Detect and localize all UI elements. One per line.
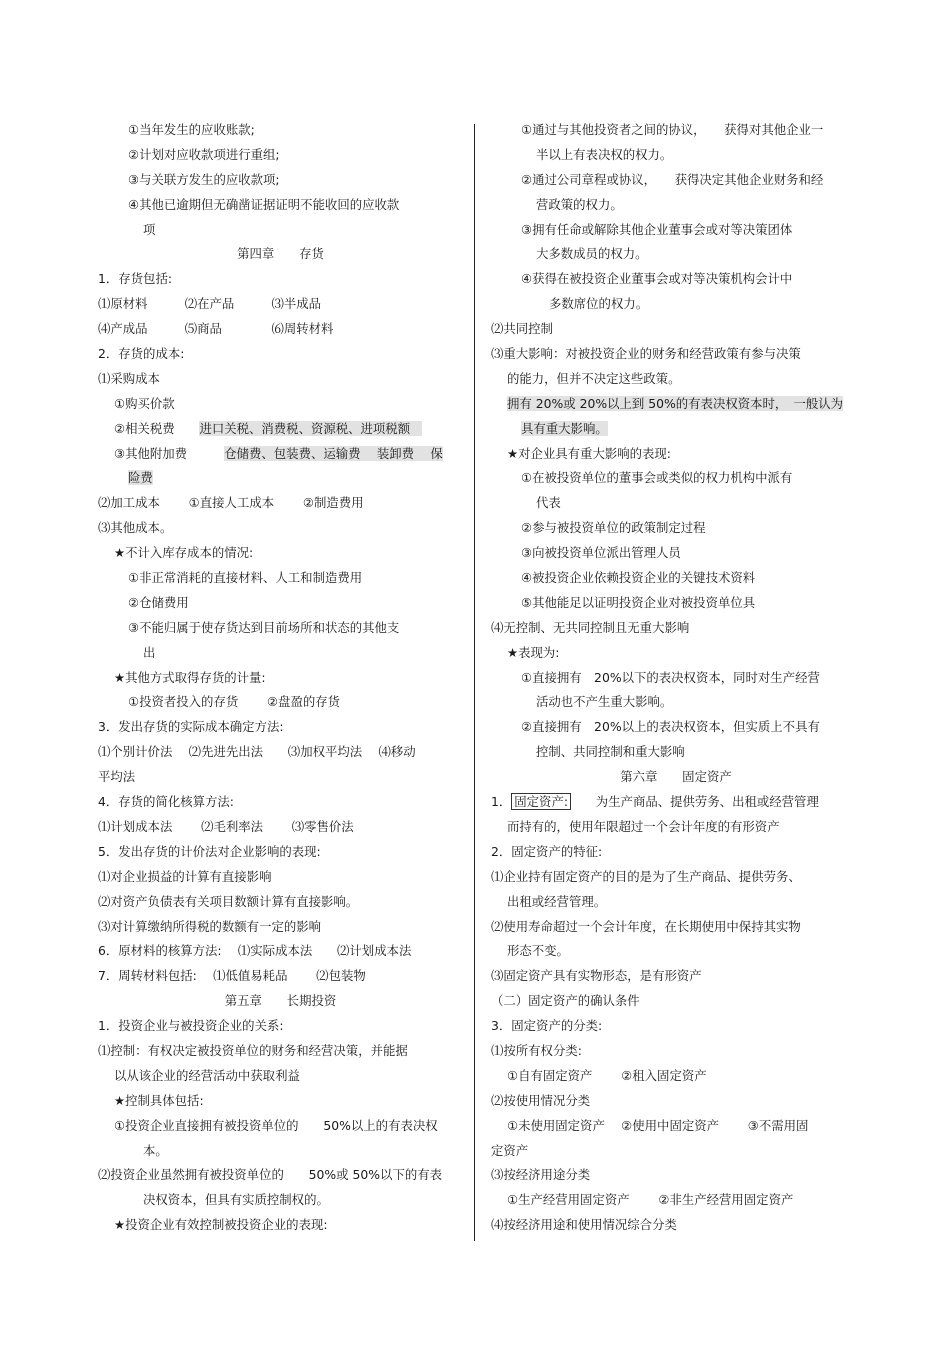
text-line — [491, 790, 861, 815]
text-line — [98, 915, 463, 940]
line-text: ①投资者投入的存货 ②盘盈的存货 — [128, 694, 341, 710]
line-text: ③与关联方发生的应收款项; — [128, 171, 280, 187]
line-text: 定资产 — [491, 1142, 529, 1158]
line-text: 出租或经营管理。 — [507, 893, 607, 909]
text-line — [491, 815, 861, 840]
text-line — [98, 168, 463, 193]
text-line — [98, 143, 463, 168]
line-text: 形态不变。 — [507, 943, 569, 959]
text-line — [98, 516, 463, 541]
line-text: ①自有固定资产 ②租入固定资产 — [507, 1067, 707, 1083]
text-line — [491, 740, 861, 765]
text-line — [98, 890, 463, 915]
text-line — [491, 218, 861, 243]
line-text: 第四章 存货 — [237, 246, 324, 262]
line-text: ⑶固定资产具有实物形态，是有形资产 — [491, 968, 702, 984]
text-line — [491, 1188, 861, 1213]
highlighted-text: 具有重大影响。 — [521, 420, 608, 436]
line-text: ①当年发生的应收账款; — [128, 122, 255, 137]
line-text: 以从该企业的经营活动中获取利益 — [114, 1067, 300, 1083]
text-line — [98, 491, 463, 516]
line-text: ④被投资企业依赖投资企业的关键技术资料 — [521, 570, 756, 586]
highlighted-text: 险费 — [128, 470, 153, 486]
highlighted-text: 仓储费、包装费、运输费 装卸费 保 — [224, 445, 443, 461]
line-text: ★对企业具有重大影响的表现: — [507, 445, 671, 461]
text-line — [98, 690, 463, 715]
highlighted-text: 进口关税、消费税、资源税、进项税额 — [199, 420, 423, 436]
line-text: ①通过与其他投资者之间的协议， 获得对其他企业一 — [521, 122, 824, 137]
line-text: ④获得在被投资企业董事会或对等决策机构会计中 — [521, 271, 793, 287]
line-text: ②相关税费 — [114, 420, 200, 436]
text-line — [98, 666, 463, 691]
line-text: 控制、共同控制和重大影响 — [536, 744, 685, 760]
text-line — [98, 765, 463, 790]
text-line — [98, 218, 463, 243]
line-text: ⑴计划成本法 ⑵毛利率法 ⑶零售价法 — [98, 818, 354, 834]
line-text: ③向被投资单位派出管理人员 — [521, 545, 681, 561]
line-text: 大多数成员的权力。 — [536, 246, 648, 262]
line-text: ①未使用固定资产 ②使用中固定资产 ③不需用固 — [507, 1117, 809, 1133]
text-line — [98, 292, 463, 317]
line-text: 1．投资企业与被投资企业的关系: — [98, 1018, 284, 1034]
line-text: 本。 — [143, 1142, 168, 1158]
text-line — [491, 566, 861, 591]
text-line — [98, 317, 463, 342]
line-text: 5．发出存货的计价法对企业影响的表现: — [98, 843, 321, 859]
line-text: ⑴按所有权分类: — [491, 1042, 582, 1058]
text-line — [98, 641, 463, 666]
line-text: 2．固定资产的特征: — [491, 843, 603, 859]
text-line — [491, 591, 861, 616]
text-line — [491, 1014, 861, 1039]
text-line — [98, 616, 463, 641]
highlighted-text: 拥有 20%或 20%以上到 50%的有表决权资本时， 一般认为 — [507, 395, 844, 411]
line-text: ⑴采购成本 — [98, 370, 160, 386]
text-line — [98, 466, 463, 491]
text-line — [98, 715, 463, 740]
line-text: ⑴企业持有固定资产的目的是为了生产商品、提供劳务、 — [491, 868, 801, 884]
line-text: 1．存货包括: — [98, 271, 173, 287]
line-text: ⑴控制：有权决定被投资单位的财务和经营决策，并能据 — [98, 1042, 408, 1058]
line-text: ⑷按经济用途和使用情况综合分类 — [491, 1217, 677, 1233]
text-line — [491, 367, 861, 392]
line-text: 而持有的，使用年限超过一个会计年度的有形资产 — [507, 818, 780, 834]
line-text: 1． — [491, 794, 512, 810]
line-text: ⑶按经济用途分类 — [491, 1167, 591, 1183]
text-line — [491, 616, 861, 641]
line-text: ⑵对资产负债表有关项目数额计算有直接影响。 — [98, 893, 359, 909]
text-line — [491, 1213, 861, 1238]
text-line — [491, 168, 861, 193]
line-text: 4．存货的简化核算方法: — [98, 794, 234, 810]
line-text: 半以上有表决权的权力。 — [536, 146, 673, 162]
text-line — [98, 939, 463, 964]
line-text: ⑴对企业损益的计算有直接影响 — [98, 868, 272, 884]
text-line — [98, 1139, 463, 1164]
line-text: ①投资企业直接拥有被投资单位的 50%以上的有表决权 — [114, 1117, 438, 1133]
line-text: ⑴个别计价法 ⑵先进先出法 ⑶加权平均法 ⑷移动 — [98, 744, 416, 760]
text-line — [491, 118, 861, 143]
line-text: ★其他方式取得存货的计量: — [114, 669, 266, 685]
text-line — [98, 442, 463, 467]
line-text: ⑤其他能足以证明投资企业对被投资单位具 — [521, 594, 756, 610]
line-text: 7．周转材料包括: ⑴低值易耗品 ⑵包装物 — [98, 968, 366, 984]
text-line — [98, 1014, 463, 1039]
line-text: 第五章 长期投资 — [224, 993, 337, 1009]
text-line — [98, 815, 463, 840]
text-line — [98, 1089, 463, 1114]
line-text: 决权资本，但具有实质控制权的。 — [143, 1192, 329, 1208]
text-line — [491, 989, 861, 1014]
line-text: 营政策的权力。 — [536, 196, 623, 212]
line-text: ③不能归属于使存货达到目前场所和状态的其他支 — [128, 619, 400, 635]
line-text: ★不计入库存成本的情况: — [114, 545, 254, 561]
text-line — [491, 392, 861, 417]
text-line — [491, 1114, 861, 1139]
text-line — [98, 1064, 463, 1089]
line-text: ⑵使用寿命超过一个会计年度，在长期使用中保持其实物 — [491, 918, 801, 934]
line-text: ②直接拥有 20%以上的表决权资本，但实质上不具有 — [521, 719, 820, 735]
text-line — [98, 591, 463, 616]
text-line — [491, 193, 861, 218]
line-text: ⑵投资企业虽然拥有被投资单位的 50%或 50%以下的有表 — [98, 1167, 443, 1183]
text-line — [491, 939, 861, 964]
line-text: 的能力，但并不决定这些政策。 — [507, 370, 681, 386]
line-text: ⑷产成品 ⑸商品 ⑹周转材料 — [98, 321, 334, 337]
text-line — [98, 541, 463, 566]
text-line — [491, 666, 861, 691]
chapter-heading — [98, 989, 463, 1014]
text-line — [491, 267, 861, 292]
text-line — [491, 1139, 861, 1164]
line-text: ④其他已逾期但无确凿证据证明不能收回的应收款 — [128, 196, 400, 212]
line-text: ⑵按使用情况分类 — [491, 1092, 591, 1108]
line-text: 多数席位的权力。 — [549, 296, 649, 312]
line-text: ②仓储费用 — [128, 594, 189, 610]
line-text: 代表 — [536, 495, 561, 511]
line-text: ⑵加工成本 ①直接人工成本 ②制造费用 — [98, 495, 364, 511]
text-line — [491, 442, 861, 467]
text-line — [98, 267, 463, 292]
text-line — [98, 367, 463, 392]
line-text: 3．固定资产的分类: — [491, 1018, 603, 1034]
line-text: ★表现为: — [507, 644, 560, 660]
line-text: 第六章 固定资产 — [620, 769, 732, 785]
text-line — [491, 915, 861, 940]
line-text: ⑵共同控制 — [491, 321, 553, 337]
text-line — [491, 865, 861, 890]
text-line — [491, 292, 861, 317]
line-text: ①在被投资单位的董事会或类似的权力机构中派有 — [521, 470, 793, 486]
text-line — [491, 715, 861, 740]
boxed-term: 固定资产: — [511, 793, 571, 810]
text-line — [491, 890, 861, 915]
line-text: 活动也不产生重大影响。 — [536, 694, 673, 710]
text-line — [491, 840, 861, 865]
line-text: ①非正常消耗的直接材料、人工和制造费用 — [128, 570, 363, 586]
text-line — [98, 1163, 463, 1188]
text-line — [491, 1163, 861, 1188]
column-divider — [474, 124, 475, 1241]
text-line — [98, 865, 463, 890]
line-text: 平均法 — [98, 769, 136, 785]
text-line — [98, 118, 463, 143]
text-line — [98, 392, 463, 417]
chapter-heading — [491, 765, 861, 790]
line-text: ②参与被投资单位的政策制定过程 — [521, 520, 706, 536]
line-text: ⑶对计算缴纳所得税的数额有一定的影响 — [98, 918, 322, 934]
text-line — [491, 342, 861, 367]
text-line — [98, 1039, 463, 1064]
text-line — [491, 417, 861, 442]
line-text: ①生产经营用固定资产 ②非生产经营用固定资产 — [507, 1192, 794, 1208]
line-text: ①购买价款 — [114, 395, 175, 411]
line-text: ⑶重大影响：对被投资企业的财务和经营政策有参与决策 — [491, 346, 801, 362]
line-text: 6．原材料的核算方法: ⑴实际成本法 ⑵计划成本法 — [98, 943, 412, 959]
line-text: 3．发出存货的实际成本确定方法: — [98, 719, 284, 735]
line-text: ★控制具体包括: — [114, 1092, 204, 1108]
text-line — [98, 1213, 463, 1238]
line-text: （二）固定资产的确认条件 — [491, 993, 640, 1009]
text-line — [98, 790, 463, 815]
text-line — [491, 1039, 861, 1064]
line-text: ③其他附加费 — [114, 445, 225, 461]
text-line — [491, 690, 861, 715]
text-line — [491, 317, 861, 342]
text-line — [491, 242, 861, 267]
line-text: 为生产商品、提供劳务、出租或经营管理 — [571, 794, 819, 810]
text-line — [491, 143, 861, 168]
text-line — [491, 491, 861, 516]
line-text: ★投资企业有效控制被投资企业的表现: — [114, 1217, 328, 1233]
line-text: ②通过公司章程或协议， 获得决定其他企业财务和经 — [521, 171, 824, 187]
text-line — [98, 964, 463, 989]
text-line — [98, 1188, 463, 1213]
chapter-heading — [98, 242, 463, 267]
text-line — [491, 1064, 861, 1089]
right-column — [491, 118, 861, 1238]
text-line — [491, 541, 861, 566]
line-text: ②计划对应收款项进行重组; — [128, 146, 280, 162]
line-text: ⑷无控制、无共同控制且无重大影响 — [491, 619, 690, 635]
line-text: ⑶其他成本。 — [98, 520, 173, 536]
text-line — [491, 516, 861, 541]
line-text: 出 — [143, 644, 156, 660]
text-line — [98, 566, 463, 591]
text-line — [491, 641, 861, 666]
line-text: ①直接拥有 20%以下的表决权资本，同时对生产经营 — [521, 669, 820, 685]
text-line — [98, 193, 463, 218]
text-line — [491, 964, 861, 989]
text-line — [98, 1114, 463, 1139]
text-line — [491, 1089, 861, 1114]
text-line — [98, 342, 463, 367]
line-text: ⑴原材料 ⑵在产品 ⑶半成品 — [98, 296, 322, 312]
line-text: 项 — [143, 221, 156, 237]
text-line — [98, 840, 463, 865]
left-column — [98, 118, 463, 1238]
line-text: ③拥有任命或解除其他企业董事会或对等决策团体 — [521, 221, 793, 237]
text-line — [98, 740, 463, 765]
text-line — [491, 466, 861, 491]
text-line — [98, 417, 463, 442]
line-text: 2．存货的成本: — [98, 346, 185, 362]
